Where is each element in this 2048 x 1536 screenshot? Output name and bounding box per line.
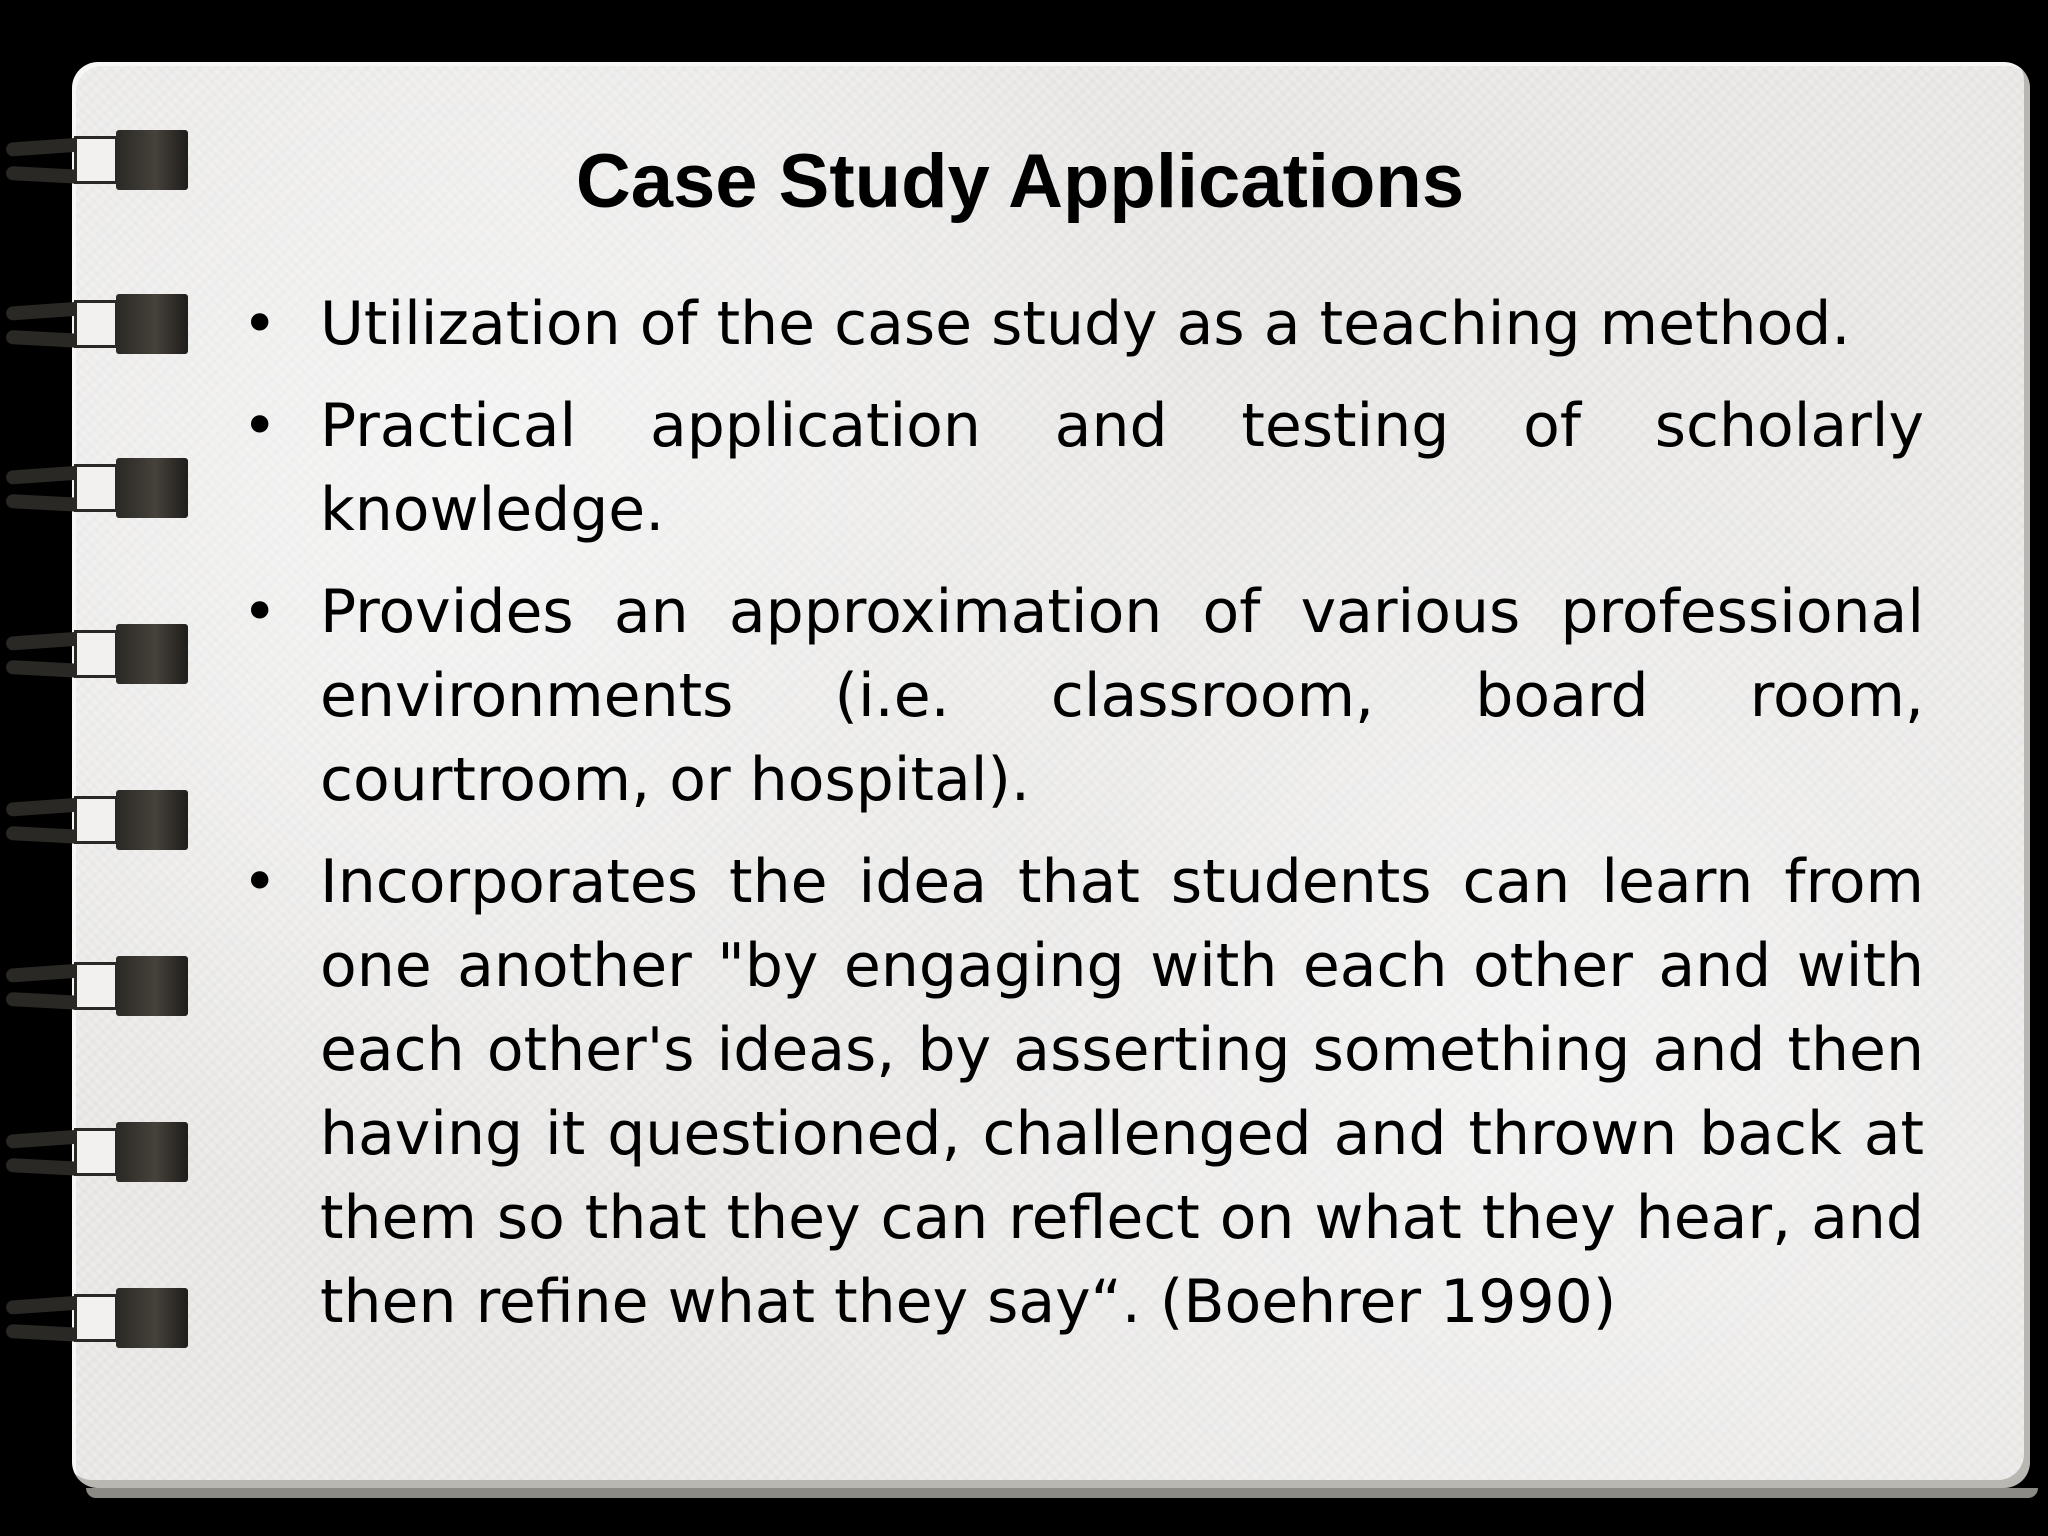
binder-ring-icon <box>0 786 190 856</box>
binder-ring-icon <box>0 290 190 360</box>
slide-title: Case Study Applications <box>575 139 1465 224</box>
bullet-text: Provides an approximation of various professional environments (i.e. classroom, board room, courtroom, or hospital). <box>320 577 1924 815</box>
binder-ring-icon <box>0 126 190 196</box>
binder-ring-icon <box>0 620 190 690</box>
bullet-dot-icon: • <box>242 577 278 647</box>
bullet-text: Practical application and testing of scholarly knowledge. <box>320 391 1924 545</box>
bullet-item <box>236 570 1924 822</box>
binder-ring-icon <box>0 454 190 524</box>
bullet-dot-icon: • <box>242 847 278 917</box>
bullet-dot-icon: • <box>242 289 278 359</box>
bullet-text: Incorporates the idea that students can learn from one another "by engaging with each other and with each other's ideas, by asserting something and then having it questioned, challenged and thrown back at them so that they can reflect on what they hear, and then refine what they say“. (Boehrer 1990) <box>320 847 1924 1337</box>
bullet-item <box>236 840 1924 1344</box>
binder-ring-icon <box>0 1284 190 1354</box>
binder-ring-icon <box>0 952 190 1022</box>
bullet-dot-icon: • <box>242 391 278 461</box>
bullet-text: Utilization of the case study as a teaching method. <box>320 289 1851 359</box>
bullet-item <box>236 282 1924 366</box>
binder-ring-icon <box>0 1118 190 1188</box>
bullet-list <box>236 282 1924 1362</box>
bullet-item <box>236 384 1924 552</box>
